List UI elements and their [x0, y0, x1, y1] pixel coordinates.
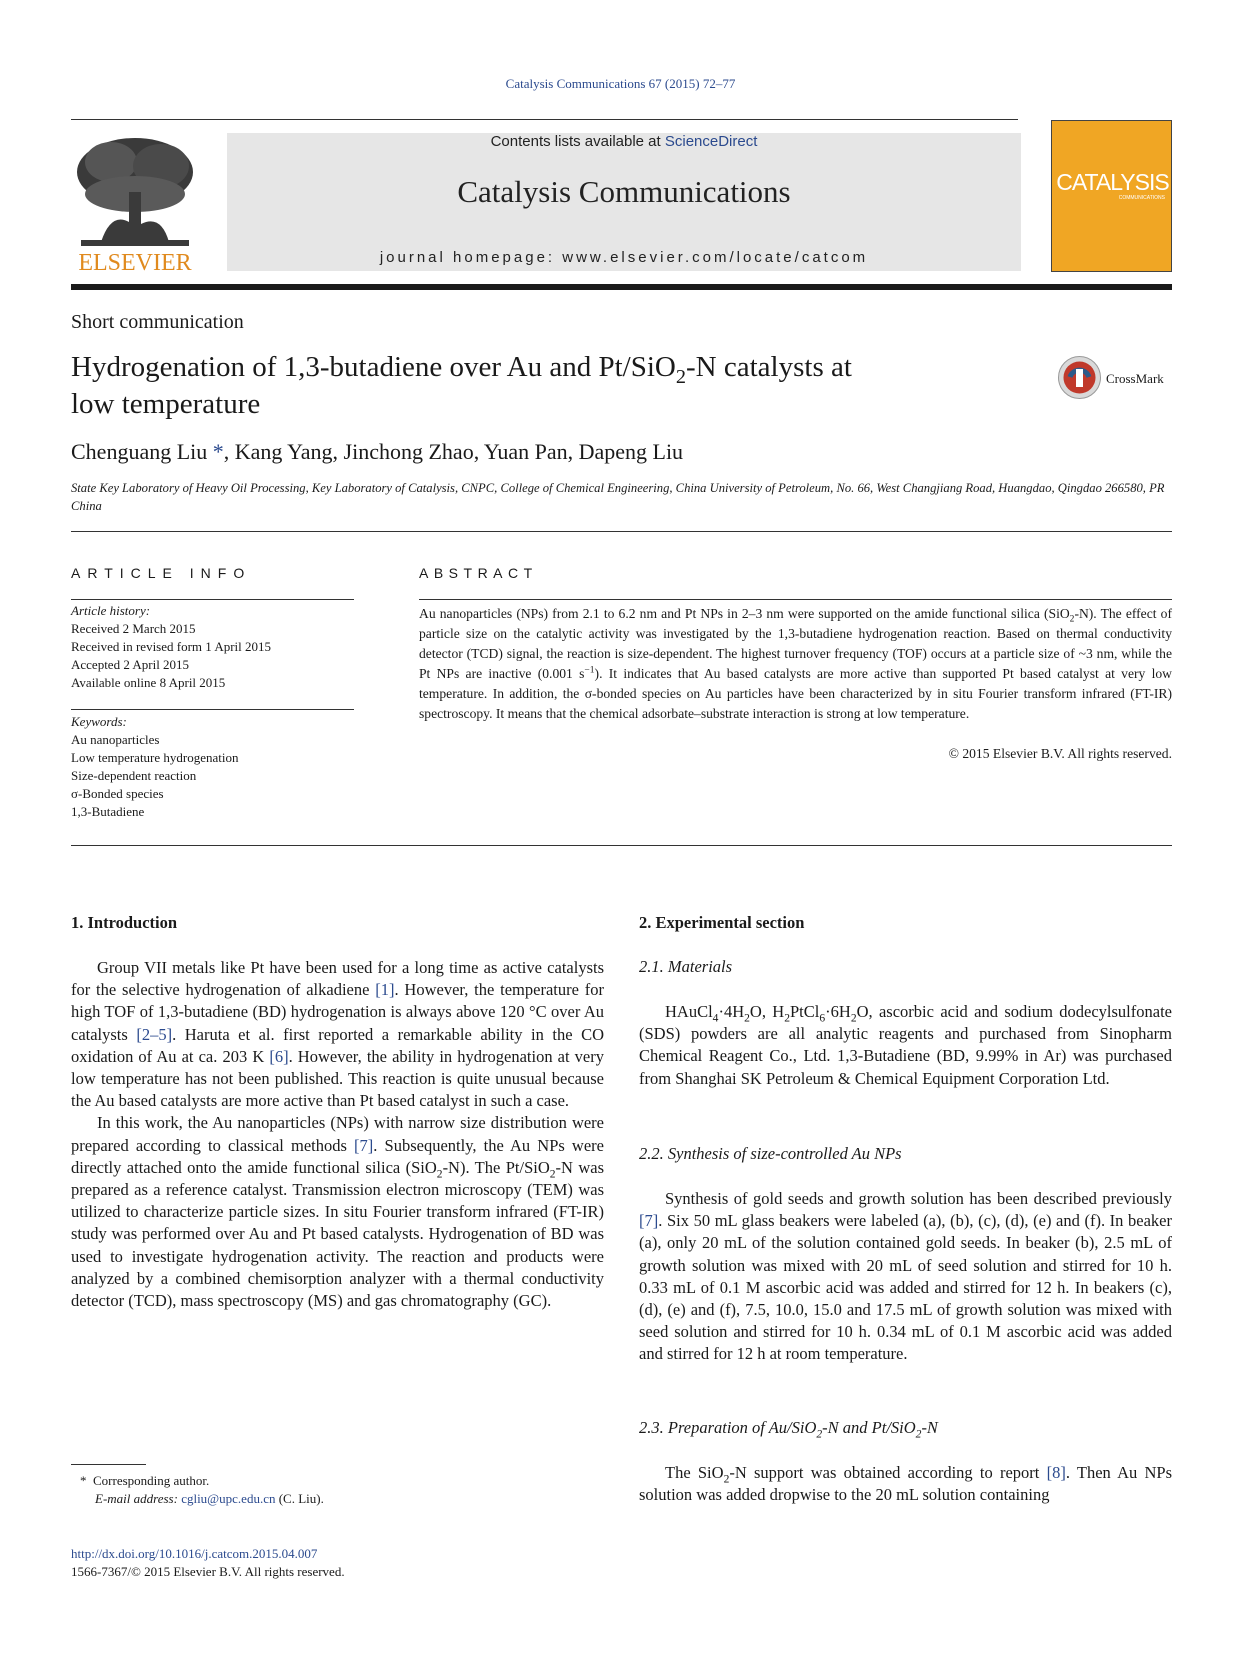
history-item: Received in revised form 1 April 2015	[71, 639, 272, 654]
abstract-text: Au nanoparticles (NPs) from 2.1 to 6.2 nm and Pt NPs in 2–3 nm were supported on the amide functional silica (SiO$_2$-N). The effect of particle size on the catalytic activity was investigated by the 1,3-butadiene hydrogenation reaction. Based on thermal conductivity detector (TCD) signal, the reaction is size-dependent. The highest turnover frequency (TOF) occurs at a particle size of ~3 nm, while the Pt NPs are inactive (0.001 $s^{-1}$). It indicates that Au based catalysts are more active than supported Pt based catalyst at very low temperature. In addition, the σ-bonded species on Au particles have been characterized by in situ Fourier transform infrared (FT-IR) spectroscopy. It means that the chemical adsorbate–substrate interaction is strong at low temperature.	[419, 606, 1172, 721]
email-link[interactable]: cgliu@upc.edu.cn	[181, 1491, 276, 1506]
citation-link[interactable]: [6]	[269, 1046, 289, 1066]
keywords-label: Keywords:	[71, 714, 127, 729]
footnote: * Corresponding author. E-mail address: cgliu@upc.edu.cn (C. Liu).	[80, 1473, 324, 1506]
paragraph: Group VII metals like Pt have been used for a long time as active catalysts for the selective hydrogenation of alkadiene [1]. However, the temperature for high TOF of 1,3-butadiene (BD) hydrogenation is always above 120 °C over Au catalysts [2–5]. Haruta et al. first reported a remarkable ability in the CO oxidation of Au at ca. 203 K [6]. However, the ability in hydrogenation at very low temperature has not been published. This reaction is quite unusual because the Au based catalysts are more active than Pt based catalyst in such a case.	[71, 958, 604, 1111]
history-label: Article history:	[71, 603, 151, 618]
synthesis-text	[639, 1188, 1172, 1366]
history-item: Received 2 March 2015	[71, 621, 196, 636]
citation-link[interactable]: [2–5]	[136, 1024, 173, 1044]
cover-title: CATALYSIS	[1056, 169, 1169, 195]
affiliation: State Key Laboratory of Heavy Oil Processing, Key Laboratory of Catalysis, CNPC, College of Chemical Engineering, China University of Petroleum, No. 66, West Changjiang Road, Huangdao, Qingdao 266580, PR China	[71, 481, 1165, 513]
corresponding-note: Corresponding author.	[93, 1473, 210, 1488]
subsection-heading: 2.1. Materials	[639, 957, 733, 976]
journal-homepage[interactable]: journal homepage: www.elsevier.com/locate/catcom	[379, 249, 869, 266]
divider	[71, 531, 1172, 532]
article-history	[71, 602, 354, 692]
keyword: 1,3-Butadiene	[71, 804, 145, 819]
section-heading-experimental: 2. Experimental section	[639, 913, 805, 932]
header-thick-rule	[71, 284, 1172, 290]
paragraph: The SiO$_2$-N support was obtained according to report [8]. Then Au NPs solution was added dropwise to the 20 mL solution containing	[639, 1463, 1172, 1505]
section-heading-introduction: 1. Introduction	[71, 913, 178, 932]
email-label: E-mail address:	[95, 1491, 182, 1506]
abstract-copyright: © 2015 Elsevier B.V. All rights reserved.	[948, 746, 1172, 761]
header-rule	[71, 119, 1018, 120]
doi-link[interactable]: http://dx.doi.org/10.1016/j.catcom.2015.04.007	[71, 1546, 318, 1561]
introduction-text	[71, 957, 604, 1312]
journal-reference[interactable]: Catalysis Communications 67 (2015) 72–77	[505, 76, 736, 91]
keyword: σ-Bonded species	[71, 786, 164, 801]
citation-link[interactable]: [7]	[354, 1135, 374, 1155]
paragraph: Synthesis of gold seeds and growth solution has been described previously [7]. Six 50 mL glass beakers were labeled (a), (b), (c), (d), (e) and (f). In beaker (a), only 20 mL of the solution contained gold seeds. In beaker (b), 2.5 mL of growth solution was mixed with 20 mL of seed solution and stirred for 10 h. 0.33 mL of 0.1 M ascorbic acid was added and stirred for 12 h. In beakers (c), (d), (e) and (f), 7.5, 10.0, 15.0 and 17.5 mL of growth solution was mixed with seed solution and stirred for 10 h. 0.34 mL of 0.1 M ascorbic acid was added and stirred for 12 h at room temperature.	[639, 1189, 1172, 1364]
info-rule	[71, 599, 354, 600]
author-name: Chenguang Liu	[71, 439, 208, 464]
footnote-rule	[71, 1464, 146, 1465]
contents-line: Contents lists available at ScienceDirect	[490, 133, 758, 150]
divider	[71, 845, 1172, 846]
citation-link[interactable]: [1]	[375, 980, 395, 1000]
subsection-heading: 2.2. Synthesis of size-controlled Au NPs	[639, 1144, 902, 1163]
footnote-marker: *	[80, 1473, 87, 1488]
doi-block	[71, 1545, 345, 1581]
info-rule	[71, 709, 354, 710]
crossmark-icon	[1057, 355, 1102, 400]
history-item: Available online 8 April 2015	[71, 675, 226, 690]
article-title: Hydrogenation of 1,3-butadiene over Au and Pt/SiO$_2$-N catalysts at low temperature	[71, 351, 852, 420]
paragraph: In this work, the Au nanoparticles (NPs) with narrow size distribution were prepared according to classical methods [7]. Subsequently, the Au NPs were directly attached onto the amide functional silica (SiO$_2$-N). The Pt/SiO$_2$-N was prepared as a reference catalyst. Transmission electron microscopy (TEM) was utilized to characterize particle sizes. In situ Fourier transform infrared (FT-IR) study was performed over Au and Pt based catalysts. Hydrogenation of BD was used to investigate hydrogenation activity. The reaction and products were analyzed by a combined chemisorption analyzer with a thermal conductivity detector (TCD), mass spectroscopy (MS) and gas chromatography (GC).	[71, 1113, 604, 1311]
issn-line: 1566-7367/© 2015 Elsevier B.V. All rights reserved.	[71, 1564, 345, 1579]
journal-title: Catalysis Communications	[457, 174, 791, 209]
materials-text	[639, 1001, 1172, 1090]
journal-cover[interactable]	[1051, 120, 1172, 272]
keyword: Size-dependent reaction	[71, 768, 197, 783]
subsection-heading: 2.3. Preparation of Au/SiO$_2$-N and Pt/SiO$_2$-N	[639, 1418, 938, 1441]
keyword: Au nanoparticles	[71, 732, 160, 747]
sciencedirect-link[interactable]: ScienceDirect	[664, 133, 758, 150]
elsevier-tree-icon	[71, 132, 199, 274]
author-list: Chenguang Liu *, Kang Yang, Jinchong Zhao, Yuan Pan, Dapeng Liu	[71, 439, 684, 464]
history-item: Accepted 2 April 2015	[71, 657, 190, 672]
crossmark-badge[interactable]	[1057, 355, 1102, 400]
citation-link[interactable]: [7]	[639, 1211, 659, 1231]
article-info-heading: ARTICLE INFO	[71, 565, 252, 581]
elsevier-logo[interactable]	[71, 132, 199, 274]
article-type: Short communication	[71, 311, 244, 333]
citation-link[interactable]: [8]	[1046, 1463, 1066, 1482]
paragraph: $HAuCl_4\cdot 4H_2O$, $H_2PtCl_6\cdot 6H_2O$, ascorbic acid and sodium dodecylsulfonate (SDS) powders are all analytic reagents and purchased from Sinopharm Chemical Reagent Co., Ltd. 1,3-Butadiene (BD, 9.99% in Ar) was purchased from Shanghai SK Petroleum & Chemical Equipment Corporation Ltd.	[639, 1002, 1172, 1088]
cover-subtitle: COMMUNICATIONS	[1118, 195, 1165, 201]
abstract-heading: ABSTRACT	[419, 565, 538, 581]
crossmark-label[interactable]: CrossMark	[1106, 371, 1164, 386]
corresponding-author-marker[interactable]: *	[212, 439, 224, 464]
preparation-text	[639, 1462, 1172, 1506]
keywords	[71, 713, 354, 821]
keyword: Low temperature hydrogenation	[71, 750, 239, 765]
abstract-rule	[419, 599, 1172, 600]
svg-text:ELSEVIER: ELSEVIER	[78, 250, 192, 274]
